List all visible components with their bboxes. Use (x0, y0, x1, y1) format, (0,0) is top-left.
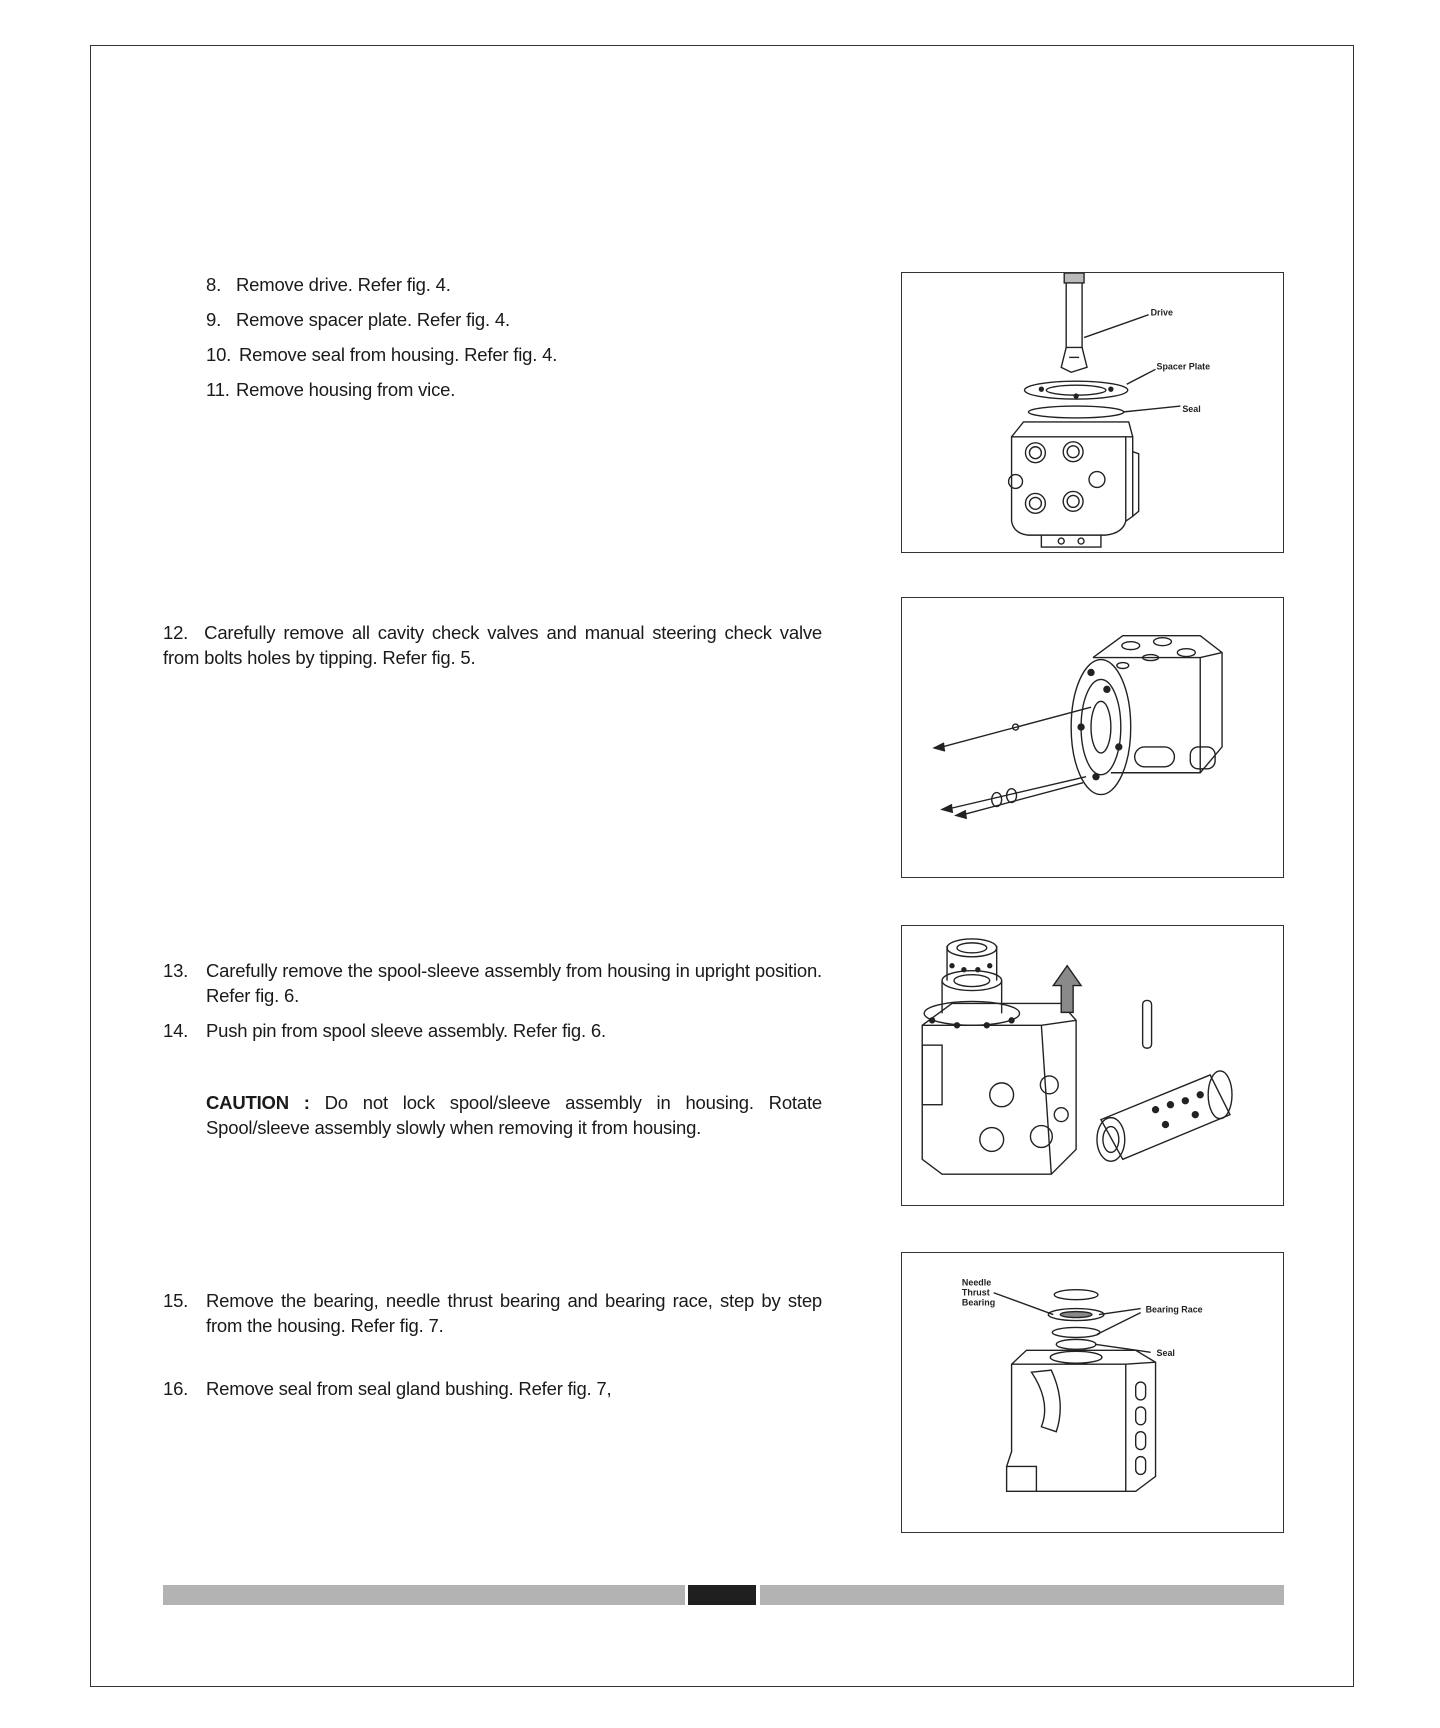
steps-group-2 (163, 958, 822, 1043)
step-11 (206, 377, 766, 402)
caution-text: Do not lock spool/sleeve assembly in housing. Rotate Spool/sleeve assembly slowly when removing it from housing. (206, 1092, 822, 1138)
figure-7-label-needle: Needle (961, 1277, 992, 1288)
step-number: 11. (206, 379, 230, 400)
check-valve-removal-illustration (902, 598, 1283, 877)
step-text: Remove seal from housing. Refer fig. 4. (239, 344, 558, 365)
step-text: Carefully remove the spool-sleeve assembly from housing in upright position. Refer fig. 6. (206, 960, 822, 1006)
step-number: 15. (163, 1290, 189, 1311)
step-14 (163, 1018, 822, 1043)
step-text: Remove the bearing, needle thrust bearing and bearing race, step by step from the housing. Refer fig. 7. (206, 1290, 822, 1336)
footer-bar-left (163, 1585, 685, 1605)
figure-7 (901, 1252, 1284, 1533)
figure-6 (901, 925, 1284, 1206)
figure-7-label-bearing: Bearing (961, 1297, 996, 1308)
step-number: 9. (206, 309, 222, 330)
step-text: Remove drive. Refer fig. 4. (236, 274, 451, 295)
figure-7-label-seal: Seal (1156, 1348, 1175, 1359)
caution-note (206, 1090, 822, 1140)
step-number: 10. (206, 344, 232, 365)
step-16 (163, 1376, 822, 1401)
step-13 (163, 958, 822, 1008)
step-text: Remove seal from seal gland bushing. Refer fig. 7, (206, 1378, 612, 1399)
step-number: 16. (163, 1378, 189, 1399)
bearing-removal-illustration (902, 1253, 1283, 1532)
steps-group-3 (163, 1288, 822, 1401)
figure-5 (901, 597, 1284, 878)
step-text: Carefully remove all cavity check valves and manual steering check valve from bolts holes by tipping. Refer fig. 5. (163, 622, 822, 668)
step-12 (163, 620, 822, 670)
figure-4 (901, 272, 1284, 553)
steps-group-1 (206, 272, 766, 412)
step-number: 8. (206, 274, 222, 295)
figure-4-label-drive: Drive (1150, 307, 1173, 318)
figure-7-label-thrust: Thrust (961, 1287, 990, 1298)
step-text: Remove housing from vice. (236, 379, 456, 400)
figure-4-label-seal: Seal (1182, 404, 1201, 415)
drive-removal-illustration (902, 273, 1283, 552)
figure-4-label-spacer-plate: Spacer Plate (1156, 361, 1211, 372)
footer-bar-right (760, 1585, 1284, 1605)
step-10 (206, 342, 766, 367)
step-text: Remove spacer plate. Refer fig. 4. (236, 309, 510, 330)
footer-page-marker (688, 1585, 756, 1605)
step-text: Push pin from spool sleeve assembly. Refer fig. 6. (206, 1020, 606, 1041)
step-9 (206, 307, 766, 332)
step-15 (163, 1288, 822, 1338)
step-number: 13. (163, 960, 189, 981)
step-number: 14. (163, 1020, 189, 1041)
caution-label: CAUTION : (206, 1092, 310, 1113)
step-number: 12. (163, 622, 189, 643)
step-8 (206, 272, 766, 297)
spool-sleeve-removal-illustration (902, 926, 1283, 1205)
figure-7-label-bearing-race: Bearing Race (1145, 1304, 1203, 1315)
